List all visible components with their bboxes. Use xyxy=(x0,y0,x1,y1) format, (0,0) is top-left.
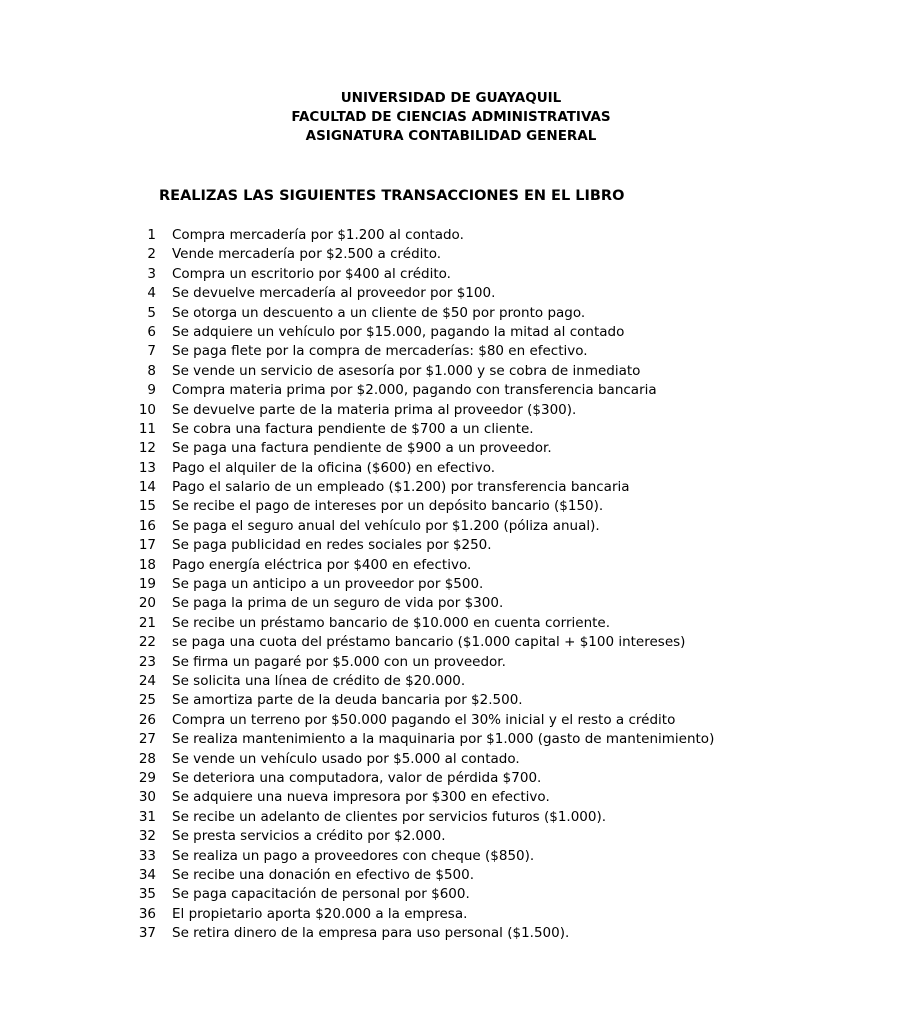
transaction-number: 5 xyxy=(147,304,156,321)
transaction-number: 10 xyxy=(138,401,156,418)
transaction-text: Se amortiza parte de la deuda bancaria por $2.500. xyxy=(172,692,523,709)
transaction-text: Se recibe un adelanto de clientes por servicios futuros ($1.000). xyxy=(172,808,607,825)
transaction-number: 36 xyxy=(138,905,156,922)
transaction-text: Se recibe el pago de intereses por un depósito bancario ($150). xyxy=(172,498,604,515)
transaction-number: 23 xyxy=(138,653,156,670)
transaction-text: Se retira dinero de la empresa para uso personal ($1.500). xyxy=(172,925,570,942)
transaction-number: 12 xyxy=(138,440,156,457)
transaction-number: 8 xyxy=(147,362,156,379)
transaction-text: El propietario aporta $20.000 a la empresa. xyxy=(172,905,468,922)
transaction-text: Se presta servicios a crédito por $2.000. xyxy=(172,828,446,845)
transaction-text: Se paga un anticipo a un proveedor por $500. xyxy=(172,576,484,593)
faculty-name: FACULTAD DE CIENCIAS ADMINISTRATIVAS xyxy=(291,109,611,125)
transaction-number: 26 xyxy=(138,711,156,728)
transaction-number: 7 xyxy=(147,343,156,360)
transaction-number: 31 xyxy=(138,808,156,825)
transaction-text: Pago el salario de un empleado ($1.200) por transferencia bancaria xyxy=(172,479,630,496)
transaction-number: 16 xyxy=(138,517,156,534)
transaction-text: Se recibe una donación en efectivo de $500. xyxy=(172,866,475,883)
transaction-text: Se realiza mantenimiento a la maquinaria por $1.000 (gasto de mantenimiento) xyxy=(172,731,715,748)
transaction-number: 11 xyxy=(138,420,156,437)
transaction-number: 28 xyxy=(138,750,156,767)
transaction-text: Se paga la prima de un seguro de vida por $300. xyxy=(172,595,504,612)
transaction-text: Pago energía eléctrica por $400 en efectivo. xyxy=(172,556,472,573)
transaction-number: 20 xyxy=(138,595,156,612)
transaction-number: 37 xyxy=(138,925,156,942)
transaction-text: Se adquiere un vehículo por $15.000, pagando la mitad al contado xyxy=(172,323,625,340)
transaction-number: 14 xyxy=(138,479,156,496)
transaction-number: 27 xyxy=(138,731,156,748)
transaction-text: Se firma un pagaré por $5.000 con un proveedor. xyxy=(172,653,506,670)
transaction-number: 13 xyxy=(138,459,156,476)
transaction-number: 25 xyxy=(138,692,156,709)
course-name: ASIGNATURA CONTABILIDAD GENERAL xyxy=(305,128,597,144)
transaction-text: Se recibe un préstamo bancario de $10.000 en cuenta corriente. xyxy=(172,614,611,631)
transaction-text: Se paga publicidad en redes sociales por $250. xyxy=(172,537,492,554)
transaction-text: Se paga el seguro anual del vehículo por $1.200 (póliza anual). xyxy=(172,517,600,534)
transaction-number: 6 xyxy=(147,323,156,340)
transaction-text: Se paga una factura pendiente de $900 a un proveedor. xyxy=(172,440,552,457)
transaction-number: 33 xyxy=(138,847,156,864)
transaction-text: Se vende un servicio de asesoría por $1.000 y se cobra de inmediato xyxy=(172,362,641,379)
exercise-title: REALIZAS LAS SIGUIENTES TRANSACCIONES EN EL LIBRO xyxy=(159,188,625,204)
transaction-number: 18 xyxy=(138,556,156,573)
transaction-text: Se adquiere una nueva impresora por $300 en efectivo. xyxy=(172,789,550,806)
transaction-number: 29 xyxy=(138,769,156,786)
transaction-number: 4 xyxy=(147,285,156,302)
transaction-text: Se solicita una línea de crédito de $20.000. xyxy=(172,672,466,689)
transaction-text: Se devuelve mercadería al proveedor por $100. xyxy=(172,285,496,302)
transaction-number: 2 xyxy=(147,246,156,263)
transaction-text: Se paga capacitación de personal por $600. xyxy=(172,886,470,903)
transaction-text: Se paga flete por la compra de mercaderías: $80 en efectivo. xyxy=(172,343,588,360)
transaction-text: Compra un terreno por $50.000 pagando el 30% inicial y el resto a crédito xyxy=(172,711,676,728)
transaction-text: Se vende un vehículo usado por $5.000 al contado. xyxy=(172,750,520,767)
transaction-number: 17 xyxy=(138,537,156,554)
transaction-text: Compra mercadería por $1.200 al contado. xyxy=(172,227,464,243)
transaction-text: se paga una cuota del préstamo bancario ($1.000 capital + $100 intereses) xyxy=(172,634,686,651)
transaction-text: Se realiza un pago a proveedores con cheque ($850). xyxy=(172,847,535,864)
university-name: UNIVERSIDAD DE GUAYAQUIL xyxy=(340,90,562,106)
transaction-text: Se devuelve parte de la materia prima al proveedor ($300). xyxy=(172,401,577,418)
transaction-number: 19 xyxy=(138,576,156,593)
transaction-number: 35 xyxy=(138,886,156,903)
transaction-text: Se otorga un descuento a un cliente de $50 por pronto pago. xyxy=(172,304,586,321)
transaction-number: 21 xyxy=(138,614,156,631)
transaction-text: Compra un escritorio por $400 al crédito. xyxy=(172,265,451,282)
transaction-number: 32 xyxy=(138,828,156,845)
transaction-number: 22 xyxy=(138,634,156,651)
transaction-number: 1 xyxy=(147,227,156,243)
transaction-text: Se deteriora una computadora, valor de pérdida $700. xyxy=(172,769,542,786)
transaction-number: 3 xyxy=(147,265,156,282)
transaction-text: Pago el alquiler de la oficina ($600) en efectivo. xyxy=(172,459,496,476)
transaction-text: Compra materia prima por $2.000, pagando con transferencia bancaria xyxy=(172,382,657,399)
transaction-number: 24 xyxy=(138,672,156,689)
transaction-text: Se cobra una factura pendiente de $700 a un cliente. xyxy=(172,420,534,437)
transaction-number: 30 xyxy=(138,789,156,806)
transaction-number: 15 xyxy=(138,498,156,515)
transaction-number: 34 xyxy=(138,866,156,883)
transaction-number: 9 xyxy=(147,382,156,399)
transaction-text: Vende mercadería por $2.500 a crédito. xyxy=(172,246,442,263)
